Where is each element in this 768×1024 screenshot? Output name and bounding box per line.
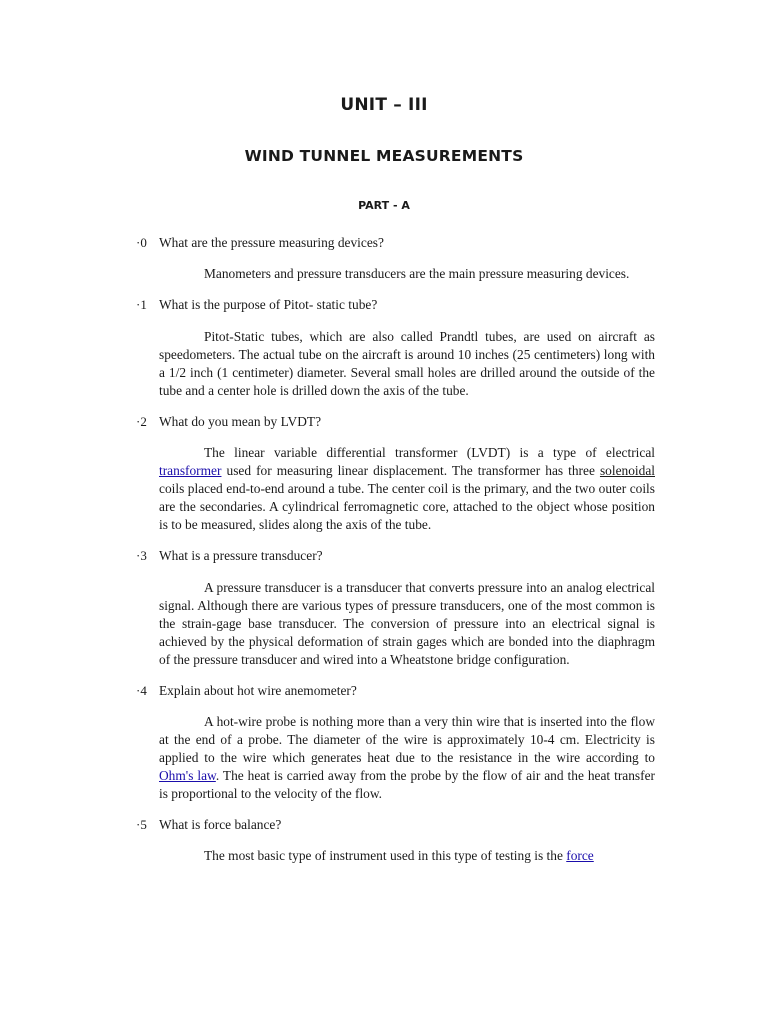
qa-item-1 [0, 296, 768, 399]
question-number: ·4 [136, 682, 147, 698]
answer-text: . The heat is carried away from the probe by the flow of air and the heat transfer is proportional to the velocity of the flow. [159, 767, 655, 801]
qa-item-3 [0, 547, 768, 668]
answer-text: The most basic type of instrument used in this type of testing is the [204, 848, 567, 864]
qa-item-0 [0, 234, 768, 283]
answer-text: The linear variable differential transformer (LVDT) is a type of electrical [204, 445, 655, 461]
part-title: PART - A [358, 199, 410, 212]
question-5 [0, 816, 768, 834]
answer-1: Pitot-Static tubes, which are also called Prandtl tubes, are used on aircraft as speedometers. The actual tube on the aircraft is around 10 inches (25 centimeters) long with a 1/2 inch (1 centimeter) diameter. Several small holes are drilled around the outside of the tube and a center hole is drilled down the axis of the tube. [159, 328, 655, 398]
answer-text: used for measuring linear displacement. The transformer has three [221, 463, 600, 479]
qa-list [0, 234, 768, 878]
answer-text: A hot-wire probe is nothing more than a very thin wire that is inserted into the flow at the end of a probe. The diameter of the wire is approximately 10-4 cm. Electricity is applied to the wire which generates heat due to the resistance in the wire according to [159, 713, 655, 765]
question-number: ·2 [136, 413, 147, 429]
question-text: What do you mean by LVDT? [159, 413, 322, 429]
ohms-law-link[interactable]: Ohm's law [159, 767, 216, 783]
answer-0: Manometers and pressure transducers are the main pressure measuring devices. [204, 266, 630, 282]
question-text: What is force balance? [159, 816, 282, 832]
question-number: ·3 [136, 548, 147, 564]
transformer-link[interactable]: transformer [159, 463, 222, 479]
question-number: ·1 [136, 297, 147, 313]
answer-2 [159, 444, 655, 534]
question-0 [0, 234, 768, 252]
qa-item-4 [0, 682, 768, 803]
qa-item-2 [0, 413, 768, 534]
force-link[interactable]: force [566, 848, 594, 864]
question-4 [0, 682, 768, 700]
answer-text: coils placed end-to-end around a tube. The center coil is the primary, and the two outer coils are the secondaries. A cylindrical ferromagnetic core, attached to the object whose position is to be measured, slides along the axis of the tube. [159, 481, 655, 533]
question-number: ·0 [136, 235, 147, 250]
question-text: What is a pressure transducer? [159, 548, 323, 564]
answer-4 [159, 713, 655, 803]
question-3 [0, 547, 768, 565]
answer-5 [159, 847, 655, 865]
answer-3: A pressure transducer is a transducer that converts pressure into an analog electrical signal. Although there are various types of pressure transducers, one of the most common is the strain-gage base transducer. The conversion of pressure into an electrical signal is achieved by the physical deformation of strain gages which are bonded into the diaphragm of the pressure transducer and wired into a Wheatstone bridge configuration. [159, 579, 655, 667]
unit-title: UNIT – III [340, 95, 428, 115]
question-text: What are the pressure measuring devices? [159, 235, 384, 250]
qa-item-5 [0, 816, 768, 865]
question-1 [0, 296, 768, 314]
question-number: ·5 [136, 816, 147, 832]
question-text: Explain about hot wire anemometer? [159, 682, 357, 698]
question-text: What is the purpose of Pitot- static tube? [159, 297, 378, 313]
question-2 [0, 413, 768, 431]
chapter-title: WIND TUNNEL MEASUREMENTS [244, 147, 524, 165]
solenoidal-term: solenoidal [599, 463, 655, 479]
